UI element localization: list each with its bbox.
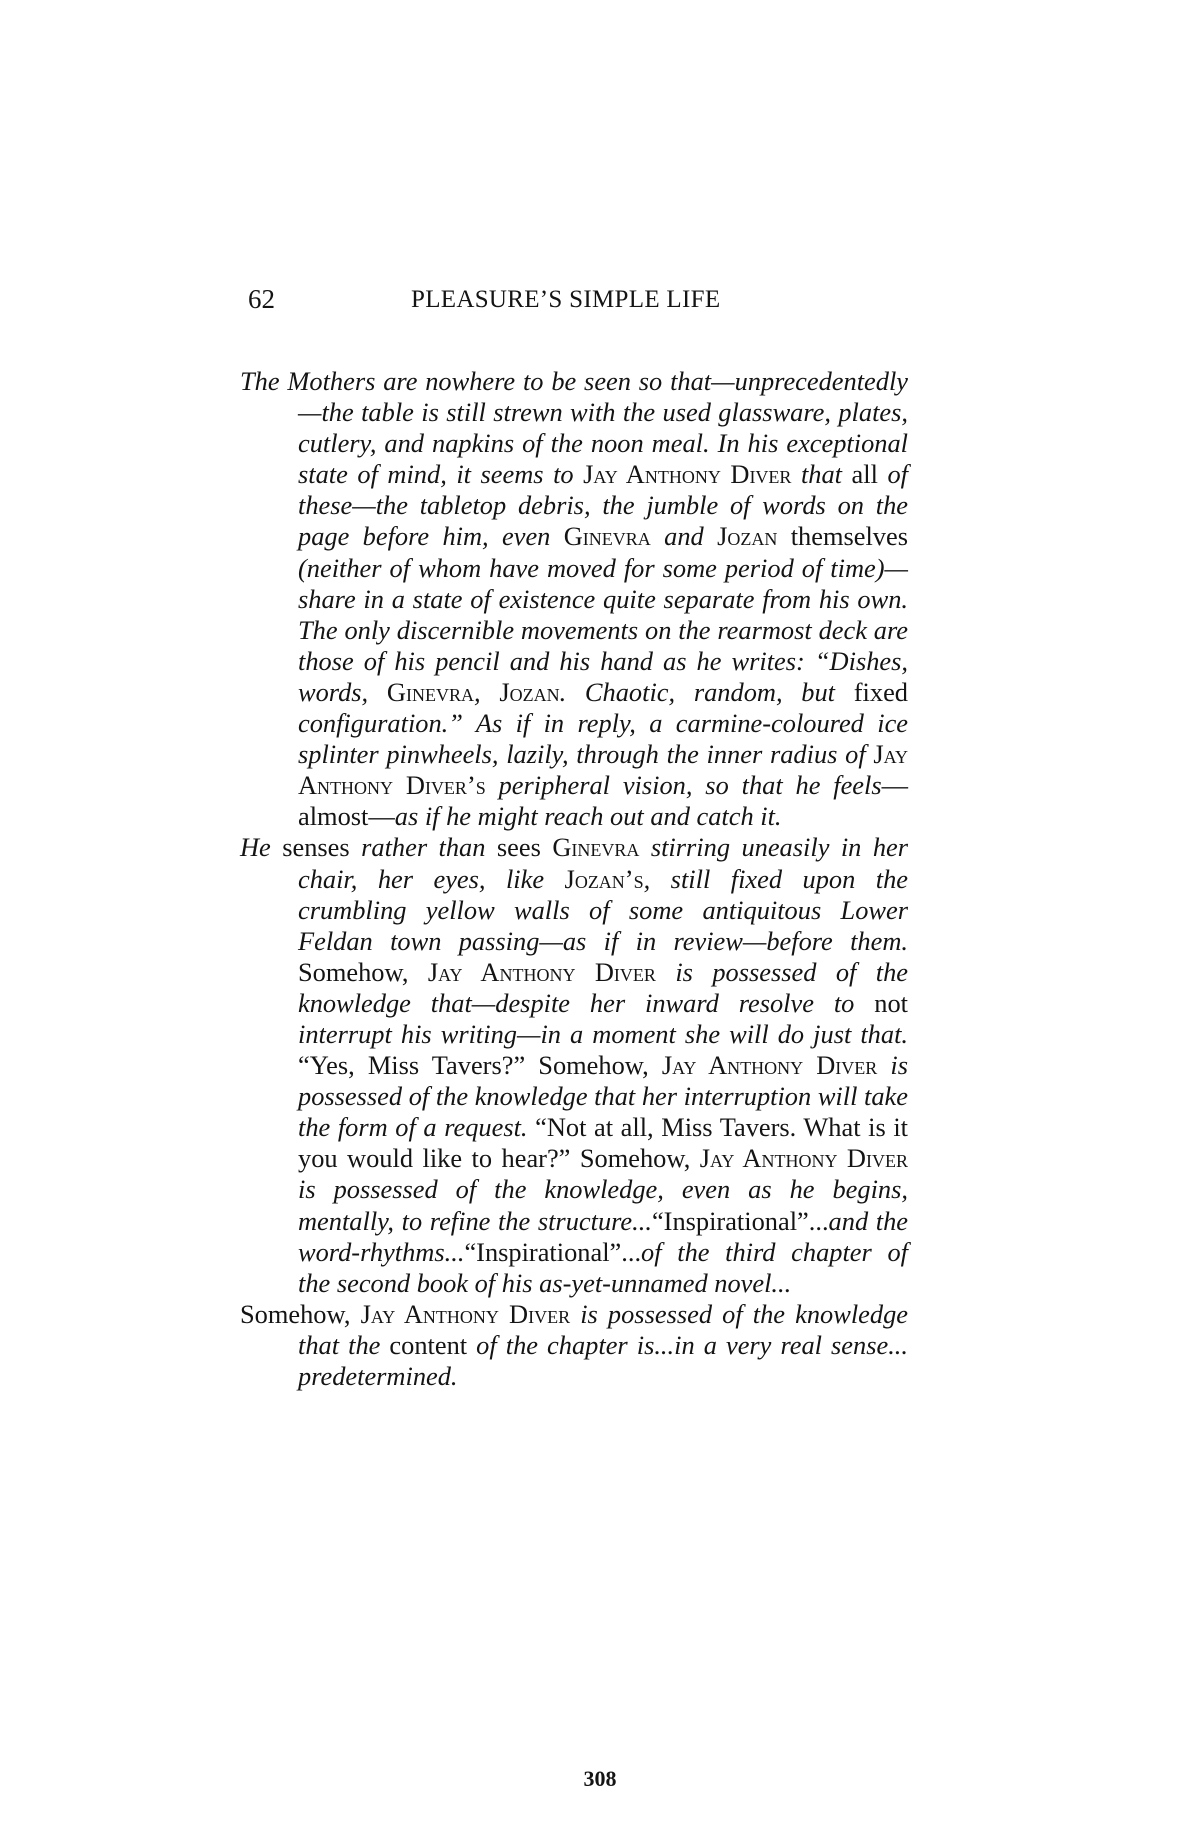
italic-run: that (791, 459, 843, 490)
italic-run: is possessed of the knowledge, even as he begins, mentally, to refine the structure... (298, 1174, 908, 1236)
roman-run: “Inspirational”... (464, 1236, 642, 1267)
roman-run: “Not at all, Miss Tavers. What is it you would like to hear?” Somehow, (298, 1112, 908, 1174)
italic-run: , still fixed upon the crumbling yellow walls of some antiquitous Lower Feldan town passing—as if in review—before them. (298, 863, 908, 956)
italic-run: stirring uneasily in her chair, her eyes, like (298, 832, 908, 894)
italic-run: interrupt his writing—in a moment she will do just that. (298, 1018, 908, 1049)
italic-run: of the third chapter of the second book of his as-yet-unnamed novel... (298, 1236, 908, 1298)
italic-run: rather than (361, 832, 486, 863)
paragraph-2 (240, 832, 908, 1298)
body-text (240, 366, 908, 1392)
folio-number: 308 (583, 1766, 617, 1791)
italic-run: peripheral vision, so that he feels (485, 770, 882, 801)
roman-run: all (842, 459, 888, 490)
italic-run: of these—the tabletop debris, the jumble of words on the page before him, even (298, 459, 908, 552)
small-caps-name: Jozan (717, 521, 778, 552)
roman-run: content (380, 1329, 477, 1360)
italic-run: is possessed of the knowledge that the (298, 1298, 908, 1360)
roman-run: not (854, 987, 908, 1018)
italic-run: He (240, 832, 271, 863)
roman-run: —almost— (298, 770, 908, 832)
small-caps-name: Jay Anthony Diver (661, 1050, 878, 1081)
italic-run: and (650, 521, 718, 552)
italic-run: The Mothers are nowhere to be seen so that—unprecedentedly—the table is still strewn with the used glassware, plates, cutlery, and napkins of the noon meal. In his exceptional state of mind, it seems to (240, 366, 908, 490)
italic-run: as if he might reach out and catch it. (394, 801, 782, 832)
roman-run: Somehow, (298, 956, 428, 987)
italic-run: (neither of whom have moved for some period of time)—share in a state of existence quite separate from his own. The only discernible movements on the rearmost deck are those of his pencil and his hand as he writes: “Dishes, words, (298, 552, 908, 707)
small-caps-name: Jay Anthony Diver (427, 956, 656, 987)
small-caps-name: Jay Anthony Diver (699, 1143, 908, 1174)
italic-run: configuration.” As if in reply, a carmine-coloured ice splinter pinwheels, lazily, through the inner radius of (298, 708, 908, 770)
italic-run: is possessed of the knowledge that—despite her inward resolve to (298, 956, 909, 1018)
small-caps-name: Ginevra (386, 676, 474, 707)
page-number: 62 (248, 284, 275, 314)
running-head-title: PLEASURE’S SIMPLE LIFE (411, 286, 721, 313)
small-caps-name: Ginevra (552, 832, 640, 863)
small-caps-name: Ginevra (563, 521, 651, 552)
small-caps-name: Jay Anthony Diver (583, 459, 792, 490)
roman-run: Somehow, (240, 1298, 361, 1329)
italic-run: , (473, 676, 500, 707)
italic-run: and the word-rhythms... (298, 1205, 908, 1267)
roman-run: fixed (835, 676, 908, 707)
roman-run: “Yes, Miss Tavers?” Somehow, (298, 1050, 662, 1081)
small-caps-name: Jay Anthony Diver (360, 1298, 571, 1329)
paragraph-1 (240, 366, 908, 832)
paragraph-3 (240, 1299, 908, 1392)
roman-run: “Inspirational”... (651, 1205, 829, 1236)
italic-run: . Chaotic, random, but (559, 676, 836, 707)
roman-run: senses (270, 832, 362, 863)
italic-run: of the chapter is...in a very real sense... predetermined. (298, 1329, 908, 1391)
roman-run: themselves (777, 521, 908, 552)
small-caps-name: Jozan (499, 676, 560, 707)
italic-run: is possessed of the knowledge that her interruption will take the form of a request. (298, 1050, 908, 1143)
small-caps-name: Jozan’s (564, 863, 644, 894)
small-caps-name: Jay Anthony Diver’s (298, 739, 908, 801)
roman-run: sees (485, 832, 553, 863)
